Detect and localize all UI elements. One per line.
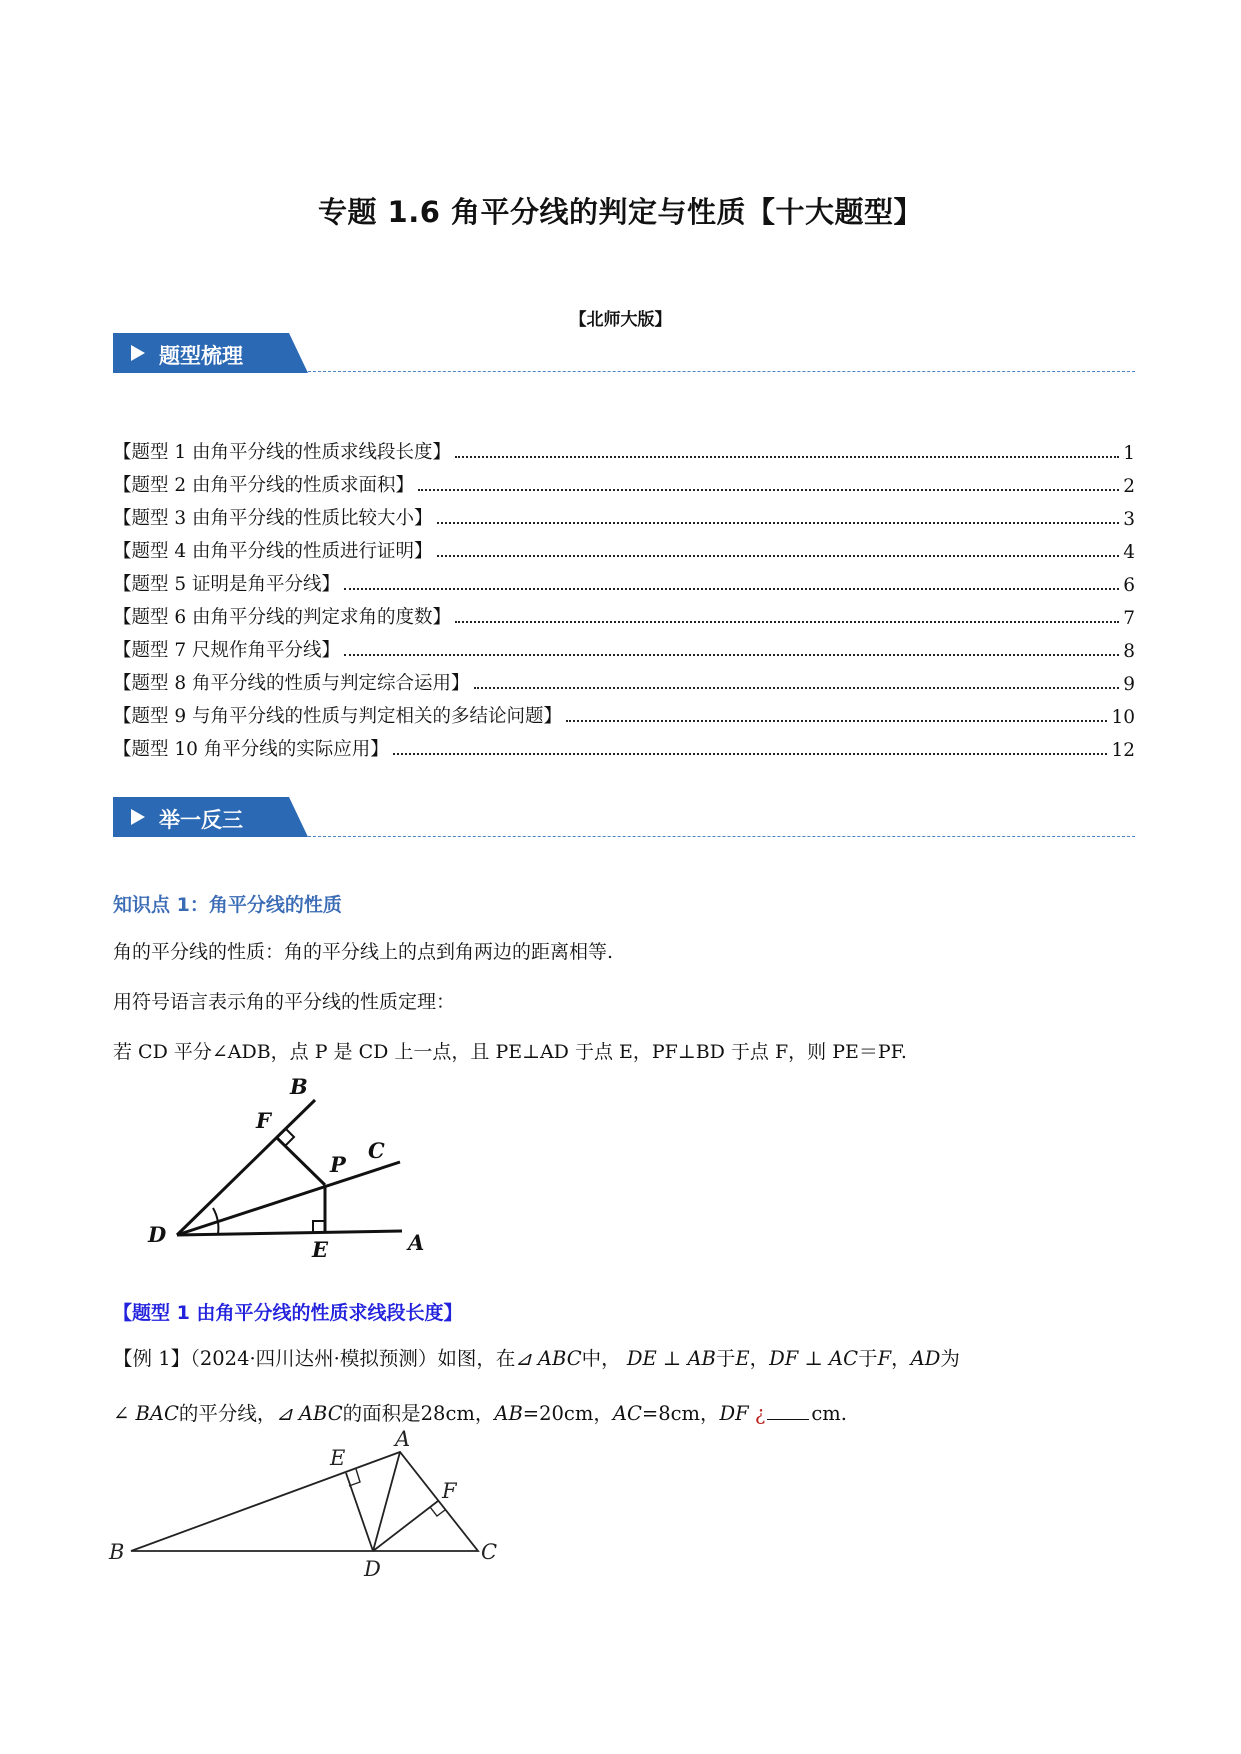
- value-ab: =20cm，: [522, 1402, 613, 1425]
- toc-page: 2: [1123, 476, 1135, 497]
- toc-page: 4: [1123, 542, 1135, 563]
- page-title: 专题 1.6 角平分线的判定与性质【十大题型】: [317, 195, 924, 229]
- toc-label: 【题型 4 由角平分线的性质进行证明】: [113, 541, 433, 562]
- segment-pf: [276, 1137, 325, 1185]
- example-1-line-2: [113, 1398, 847, 1426]
- toc-leader: [418, 489, 1119, 491]
- ray-dc: [177, 1162, 400, 1235]
- unit-cm: cm.: [811, 1402, 848, 1425]
- text-yu: 于: [858, 1347, 878, 1370]
- value-ac: =8cm，: [641, 1402, 720, 1425]
- toc-label: 【题型 6 由角平分线的判定求角的度数】: [113, 607, 452, 628]
- segment-df: DF: [719, 1402, 749, 1425]
- segment-ab: AB: [494, 1402, 523, 1425]
- label-c: C: [481, 1540, 498, 1564]
- figure-angle-bisector: [140, 1070, 440, 1260]
- segment-ad-line: [373, 1452, 400, 1551]
- section-divider-1: [308, 371, 1135, 372]
- toc-label: 【题型 10 角平分线的实际应用】: [113, 739, 389, 760]
- toc-page: 12: [1111, 740, 1135, 761]
- label-b: B: [109, 1540, 125, 1564]
- toc-row[interactable]: [113, 698, 1135, 728]
- right-angle-mark-f: [430, 1507, 445, 1516]
- label-f: F: [256, 1108, 271, 1133]
- segment-ac: AC: [612, 1402, 642, 1425]
- toc-label: 【题型 1 由角平分线的性质求线段长度】: [113, 442, 452, 463]
- answer-blank[interactable]: [767, 1419, 809, 1420]
- toc-leader: [455, 456, 1119, 458]
- label-e: E: [330, 1446, 346, 1470]
- toc-leader: [344, 588, 1119, 590]
- triangle-abc-shape: [131, 1452, 478, 1551]
- label-c: C: [368, 1138, 385, 1163]
- label-a: A: [408, 1230, 425, 1255]
- toc-leader: [455, 621, 1119, 623]
- toc-row[interactable]: [113, 500, 1135, 530]
- toc-leader: [344, 654, 1119, 656]
- toc-row[interactable]: [113, 566, 1135, 596]
- ray-da: [177, 1231, 402, 1235]
- angle-bac: ∠ BAC: [113, 1402, 179, 1425]
- text-yu: 于: [715, 1347, 736, 1370]
- toc-leader: [437, 555, 1120, 557]
- toc-page: 10: [1111, 707, 1135, 728]
- label-e: E: [312, 1237, 329, 1260]
- toc-page: 7: [1123, 608, 1135, 629]
- knowledge-title: 知识点 1：角平分线的性质: [113, 894, 342, 916]
- segment-ad: AD: [910, 1347, 941, 1370]
- label-p: P: [330, 1152, 346, 1177]
- toc-row[interactable]: [113, 665, 1135, 695]
- text-bisector: 的平分线，: [178, 1402, 277, 1425]
- right-angle-mark-e: [349, 1469, 360, 1486]
- point-f: F: [877, 1347, 892, 1370]
- knowledge-text-1: 角的平分线的性质：角的平分线上的点到角两边的距离相等.: [113, 941, 614, 963]
- section-divider-2: [308, 836, 1135, 837]
- toc-row[interactable]: [113, 533, 1135, 563]
- toc-page: 9: [1123, 674, 1135, 695]
- toc-row[interactable]: [113, 434, 1135, 464]
- toc-label: 【题型 3 由角平分线的性质比较大小】: [113, 508, 433, 529]
- toc-leader: [566, 720, 1107, 722]
- label-d: D: [364, 1557, 381, 1581]
- toc-page: 1: [1123, 443, 1135, 464]
- label-d: D: [148, 1222, 167, 1247]
- example-1-line-1: [113, 1343, 960, 1371]
- right-angle-mark-f: [285, 1128, 294, 1146]
- example-1-prefix: 【例 1】（2024·四川达州·模拟预测）如图，在: [113, 1347, 516, 1370]
- knowledge-text-3: 若 CD 平分∠ADB，点 P 是 CD 上一点，且 PE⊥AD 于点 E，PF⊥BD 于点 F，则 PE＝PF.: [113, 1041, 907, 1063]
- toc-page: 6: [1123, 575, 1135, 596]
- toc-row[interactable]: [113, 599, 1135, 629]
- segment-df-line: [373, 1501, 438, 1551]
- label-f: F: [442, 1479, 457, 1503]
- triangle-abc: ⊿ ABC: [276, 1402, 343, 1425]
- knowledge-text-2: 用符号语言表示角的平分线的性质定理：: [113, 991, 456, 1013]
- label-a: A: [395, 1427, 411, 1451]
- toc-page: 3: [1123, 509, 1135, 530]
- toc-label: 【题型 5 证明是角平分线】: [113, 574, 341, 595]
- toc-label: 【题型 7 尺规作角平分线】: [113, 640, 341, 661]
- text-wei: 为: [940, 1347, 960, 1370]
- text-comma: ，: [891, 1347, 911, 1370]
- triangle-abc: ⊿ ABC: [515, 1347, 582, 1370]
- toc-page: 8: [1123, 641, 1135, 662]
- section-label-examples: 举一反三: [159, 808, 243, 832]
- answer-mark: ¿: [754, 1402, 766, 1425]
- toc-label: 【题型 2 由角平分线的性质求面积】: [113, 475, 415, 496]
- segment-de-line: [346, 1473, 373, 1551]
- expr-de-perp-ab: DE ⊥ AB: [626, 1347, 716, 1370]
- toc-row[interactable]: [113, 632, 1135, 662]
- toc-label: 【题型 8 角平分线的性质与判定综合运用】: [113, 673, 470, 694]
- label-b: B: [290, 1074, 308, 1099]
- text-area: 的面积是28cm，: [342, 1402, 495, 1425]
- text-comma: ，: [749, 1347, 770, 1370]
- text-zhong: 中，: [581, 1347, 621, 1370]
- section-banner-toc: [113, 333, 308, 373]
- toc-leader: [437, 522, 1120, 524]
- toc-row[interactable]: [113, 731, 1135, 761]
- type-1-title: 【题型 1 由角平分线的性质求线段长度】: [113, 1302, 463, 1324]
- expr-df-perp-ac: DF ⊥ AC: [769, 1347, 859, 1370]
- toc-label: 【题型 9 与角平分线的性质与判定相关的多结论问题】: [113, 706, 563, 727]
- section-label-toc: 题型梳理: [159, 344, 243, 368]
- toc-leader: [474, 687, 1120, 689]
- toc-leader: [393, 753, 1108, 755]
- section-banner-examples: [113, 797, 308, 837]
- edition-label: 【北师大版】: [569, 310, 672, 330]
- figure-triangle: [105, 1425, 525, 1585]
- toc-row[interactable]: [113, 467, 1135, 497]
- point-e: E: [735, 1347, 750, 1370]
- ray-db: [177, 1100, 315, 1235]
